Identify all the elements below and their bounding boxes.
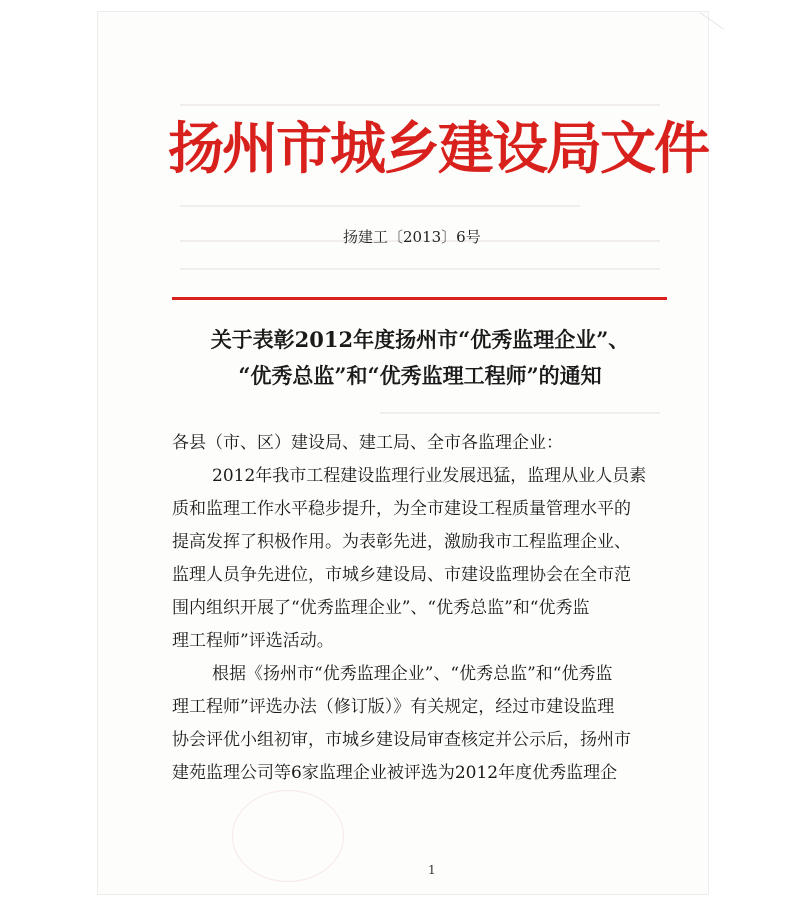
- document-header-title: 扬州市城乡建设局文件: [168, 117, 708, 182]
- paragraph-line: 围内组织开展了“优秀监理企业”、“优秀总监”和“优秀监: [172, 598, 590, 618]
- bleed-through-line: [380, 412, 660, 414]
- paragraph-line: 建苑监理公司等6家监理企业被评选为2012年度优秀监理企: [172, 763, 618, 783]
- paragraph-line: 提高发挥了积极作用。为表彰先进，激励我市工程监理企业、: [172, 532, 631, 552]
- subject-line: 关于表彰2012年度扬州市“优秀监理企业”、: [210, 327, 630, 352]
- faint-seal-mark: [232, 790, 344, 882]
- red-divider-line: [172, 297, 667, 300]
- notice-body: [172, 427, 668, 790]
- bleed-through-line: [180, 268, 660, 270]
- notice-subject: [170, 322, 670, 394]
- paragraph-line: 理工程师”评选办法（修订版）》有关规定，经过市建设监理: [172, 697, 615, 717]
- paragraph-line: 协会评优小组初审，市城乡建设局审查核定并公示后，扬州市: [172, 730, 631, 750]
- document-number: 扬建工〔2013〕6号: [343, 228, 481, 246]
- paragraph-line: 根据《扬州市“优秀监理企业”、“优秀总监”和“优秀监: [212, 664, 613, 684]
- bleed-through-line: [180, 205, 580, 207]
- salutation: 各县（市、区）建设局、建工局、全市各监理企业：: [172, 433, 563, 453]
- bleed-through-line: [180, 104, 660, 106]
- paragraph-line: 质和监理工作水平稳步提升，为全市建设工程质量管理水平的: [172, 499, 631, 519]
- page-number: 1: [428, 863, 436, 877]
- paragraph-line: 理工程师”评选活动。: [172, 631, 334, 651]
- paragraph-line: 监理人员争先进位，市城乡建设局、市建设监理协会在全市范: [172, 565, 631, 585]
- subject-line: “优秀总监”和“优秀监理工程师”的通知: [238, 363, 602, 388]
- paragraph-line: 2012年我市工程建设监理行业发展迅猛，监理从业人员素: [212, 466, 647, 486]
